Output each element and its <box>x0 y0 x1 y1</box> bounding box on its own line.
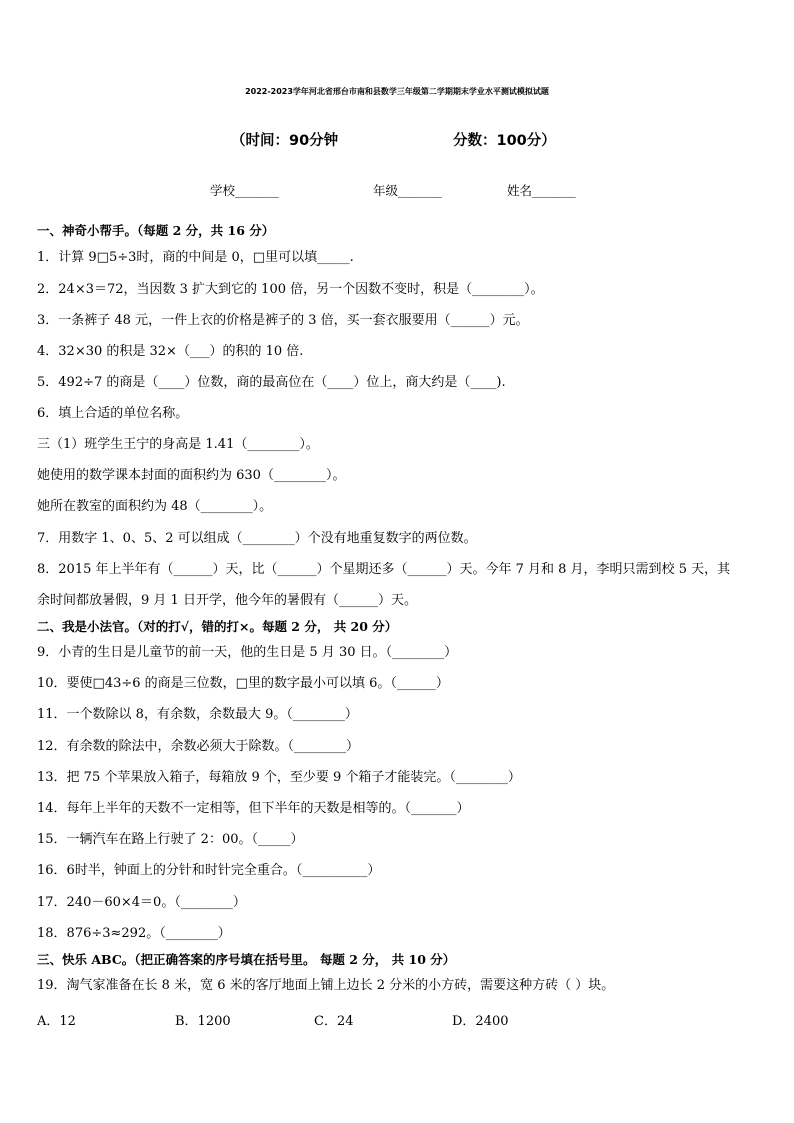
question-13: 13．把 75 个苹果放入箱子，每箱放 9 个，至少要 9 个箱子才能装完。（________） <box>37 770 521 785</box>
exam-time: （时间：90分钟 <box>231 133 339 149</box>
school-field: 学校_______ <box>210 183 279 198</box>
question-9: 9．小青的生日是儿童节的前一天，他的生日是 5 月 30 日。（________） <box>37 645 458 660</box>
question-19: 19．淘气家准备在长 8 米，宽 6 米的客厅地面上铺上边长 2 分米的小方砖，需要这种方砖（ ）块。 <box>37 978 615 993</box>
question-6b: 她使用的数学课本封面的面积约为 630（________）。 <box>37 468 346 483</box>
question-4: 4．32×30 的积是 32×（___）的积的 10 倍. <box>37 344 304 359</box>
question-5: 5．492÷7 的商是（____）位数，商的最高位在（____）位上，商大约是（____). <box>37 375 506 390</box>
exam-score: 分数：100分） <box>453 133 556 149</box>
grade-field: 年级_______ <box>373 183 442 198</box>
exam-title: 2022-2023学年河北省邢台市南和县数学三年级第二学期期末学业水平测试模拟试题 <box>245 87 549 96</box>
option-d: D．2400 <box>452 1014 509 1029</box>
question-8-line-1: 8．2015 年上半年有（______）天，比（______）个星期还多（______）天。今年 7 月和 8 月，李明只需到校 5 天，其 <box>37 562 731 577</box>
question-8-line-2: 余时间都放暑假，9 月 1 日开学，他今年的暑假有（______）天。 <box>37 593 417 608</box>
question-15: 15．一辆汽车在路上行驶了 2：00。（_____） <box>37 832 304 847</box>
question-14: 14．每年上半年的天数不一定相等，但下半年的天数是相等的。（_______） <box>37 801 470 816</box>
question-6c: 她所在教室的面积约为 48（________）。 <box>37 499 273 514</box>
name-field: 姓名_______ <box>507 183 576 198</box>
question-10: 10．要使□43÷6 的商是三位数，□里的数字最小可以填 6。（______） <box>37 676 449 691</box>
question-11: 11．一个数除以 8，有余数，余数最大 9。（________） <box>37 707 358 722</box>
question-6: 6．填上合适的单位名称。 <box>37 406 189 421</box>
question-18: 18．876÷3≈292。（________） <box>37 926 231 941</box>
question-3: 3．一条裤子 48 元，一件上衣的价格是裤子的 3 倍，买一套衣服要用（______）元。 <box>37 313 529 328</box>
section-3-heading: 三、快乐 ABC。（把正确答案的序号填在括号里。 每题 2 分， 共 10 分） <box>37 952 456 967</box>
question-16: 16．6时半，钟面上的分针和时针完全重合。（__________） <box>37 863 381 878</box>
question-7: 7．用数字 1、0、5、2 可以组成（________）个没有地重复数字的两位数。 <box>37 531 477 546</box>
section-1-heading: 一、神奇小帮手。（每题 2 分，共 16 分） <box>37 223 275 238</box>
question-2: 2．24×3＝72，当因数 3 扩大到它的 100 倍，另一个因数不变时，积是（________）。 <box>37 282 544 297</box>
section-2-heading: 二、我是小法官。（对的打√，错的打×。每题 2 分， 共 20 分） <box>37 619 398 634</box>
question-6a: 三（1）班学生王宁的身高是 1.41（________）。 <box>37 437 319 452</box>
option-b: B．1200 <box>175 1014 231 1029</box>
option-c: C．24 <box>314 1014 354 1029</box>
question-17: 17．240－60×4＝0。（________） <box>37 895 246 910</box>
question-12: 12．有余数的除法中，余数必须大于除数。（________） <box>37 739 360 754</box>
option-a: A．12 <box>37 1014 76 1029</box>
question-1: 1．计算 9□5÷3时，商的中间是 0，□里可以填_____. <box>37 250 354 265</box>
